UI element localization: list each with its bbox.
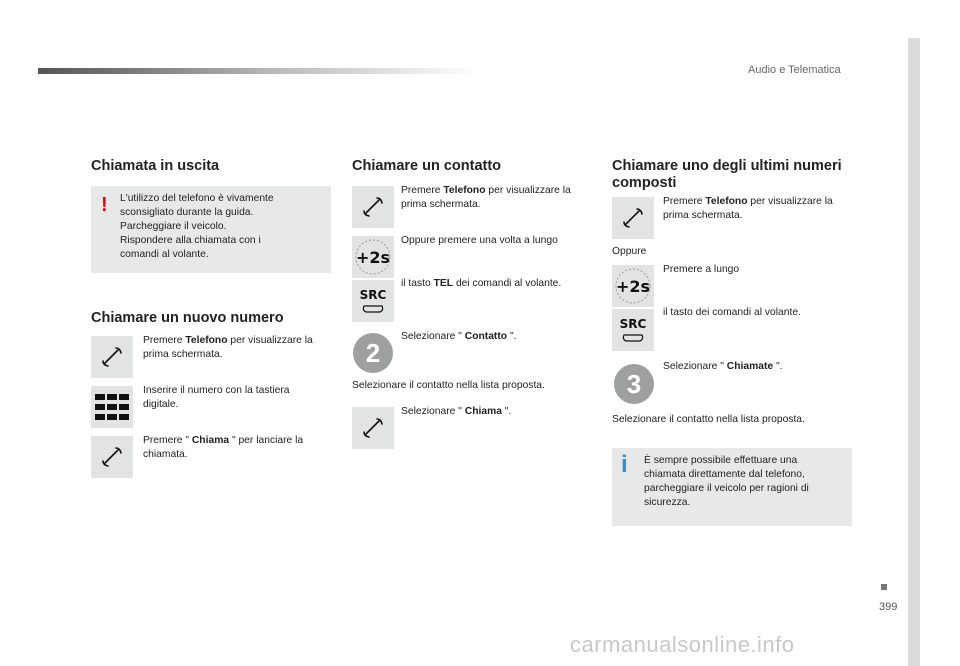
page-number: 399	[879, 601, 898, 613]
info-icon: i	[621, 451, 628, 478]
phone-icon	[360, 194, 386, 220]
hold-2s-icon	[612, 265, 654, 307]
page-marker	[881, 584, 887, 590]
warning-icon: !	[101, 194, 108, 216]
keypad-button-icon	[91, 386, 133, 428]
info-note	[612, 448, 852, 526]
src-label: SRC	[359, 288, 387, 302]
col3-tel-text: il tasto dei comandi al volante.	[663, 307, 801, 318]
col2-step1-text: Premere Telefono per visualizzare la prima schermata.	[401, 185, 571, 210]
section-title-outgoing-call: Chiamata in uscita	[91, 158, 220, 174]
page-header-title: Audio e Telematica	[748, 64, 841, 76]
hold-2s-label: +2s	[615, 277, 651, 296]
section-title-call-contact: Chiamare un contatto	[352, 158, 502, 174]
hold-2s-label: +2s	[355, 248, 391, 267]
side-tab-bar	[908, 38, 920, 666]
col2-step2-text: Selezionare " Contatto ".	[401, 331, 517, 342]
col1-step2-text: Inserire il numero con la tastiera digitale.	[143, 385, 290, 410]
col2-select-text: Selezionare il contatto nella lista proposta.	[352, 380, 545, 391]
col3-step3-text: Selezionare " Chiamate ".	[663, 361, 783, 372]
src-button-icon	[612, 309, 654, 351]
warning-note	[91, 186, 331, 273]
col1-step3-text: Premere " Chiama " per lanciare la chiamata.	[143, 435, 304, 460]
src-label: SRC	[619, 317, 647, 331]
hold-2s-icon	[352, 236, 394, 278]
warning-text: L'utilizzo del telefono è vivamente sconsigliato durante la guida. Parcheggiare il veicolo. Rispondere alla chiamata con i comandi al volante.	[120, 193, 274, 260]
col3-oppure-text: Oppure	[612, 246, 647, 257]
watermark-text: carmanualsonline.info	[570, 632, 795, 657]
col3-step1-text: Premere Telefono per visualizzare la prima schermata.	[663, 196, 833, 221]
phone-icon	[620, 205, 646, 231]
phone-icon	[99, 444, 125, 470]
col3-long-press-text: Premere a lungo	[663, 264, 740, 275]
phone-icon	[360, 415, 386, 441]
section-title-new-number: Chiamare un nuovo numero	[91, 310, 284, 326]
src-button-icon	[352, 280, 394, 322]
phone-button-icon	[352, 186, 394, 228]
call-button-icon	[91, 436, 133, 478]
call-button-icon	[352, 407, 394, 449]
step-3-badge: 3	[614, 364, 654, 404]
section-title-recent-numbers: Chiamare uno degli ultimi numeri composti	[612, 158, 842, 191]
col3-select-text: Selezionare il contatto nella lista proposta.	[612, 414, 805, 425]
phone-icon	[99, 344, 125, 370]
info-text: È sempre possibile effettuare una chiamata direttamente dal telefono, parcheggiare il veicolo per ragioni di sicurezza.	[644, 455, 809, 508]
phone-button-icon	[612, 197, 654, 239]
col1-step1-text: Premere Telefono per visualizzare la prima schermata.	[143, 335, 313, 360]
header-decor-bar	[38, 68, 478, 74]
step-2-badge: 2	[353, 333, 393, 373]
col2-or-text: Oppure premere una volta a lungo	[401, 235, 558, 246]
keypad-icon	[94, 392, 130, 422]
phone-button-icon	[91, 336, 133, 378]
col2-step3-text: Selezionare " Chiama ".	[401, 406, 512, 417]
col2-tel-text: il tasto TEL dei comandi al volante.	[401, 278, 562, 289]
